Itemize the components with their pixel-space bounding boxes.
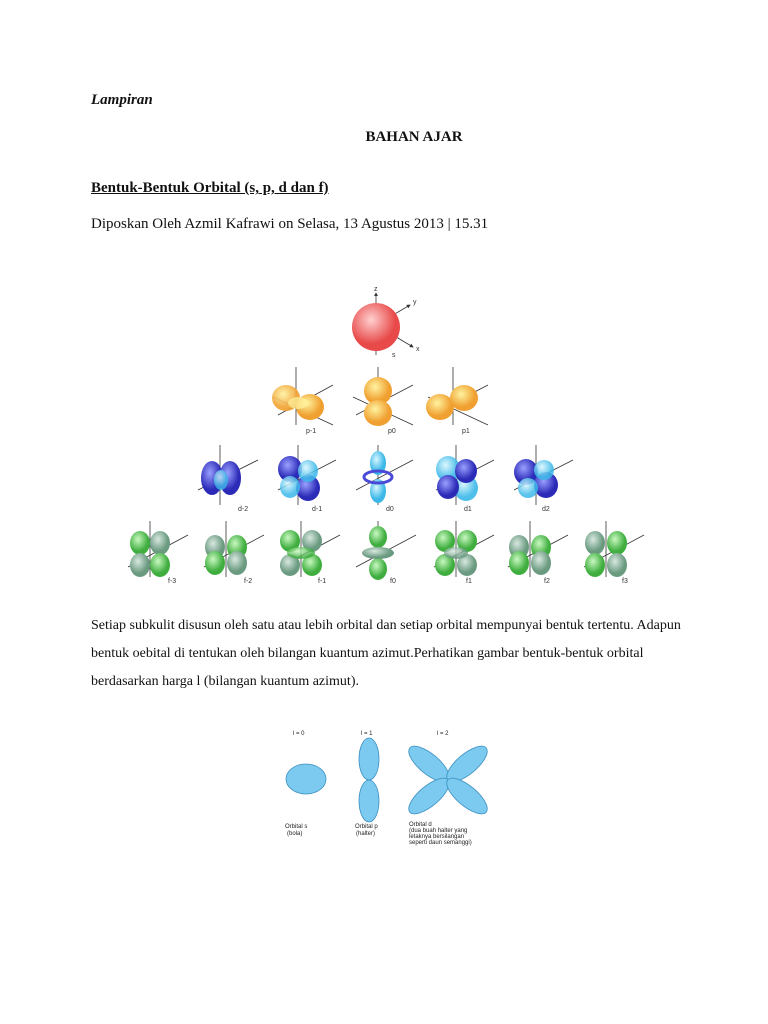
- post-meta: Diposkan Oleh Azmil Kafrawi on Selasa, 13 Agustus 2013 | 15.31: [91, 216, 489, 232]
- orbital-f0: [356, 521, 416, 585]
- orbital-label: d1: [464, 506, 472, 513]
- orbital-label: p0: [388, 428, 396, 435]
- orbital-label: f-1: [318, 578, 327, 585]
- caption-s-sub: (bola): [287, 831, 303, 837]
- orbital-label: p-1: [306, 428, 317, 435]
- l1-label: l = 1: [361, 731, 373, 737]
- caption-d: Orbital d: [409, 822, 432, 828]
- orbital-f3: [584, 521, 644, 585]
- orbital-pyramid-figure: [118, 285, 658, 595]
- orbital-d1: [436, 445, 494, 513]
- orbital-f-minus2: [204, 521, 264, 585]
- axis-x-label: x: [416, 346, 420, 353]
- orbital-label: f0: [390, 578, 396, 585]
- caption-d-line: (dua buah halter yang: [409, 828, 468, 834]
- orbital-label: f-2: [244, 578, 253, 585]
- orbital-label: d0: [386, 506, 394, 513]
- document-title: BAHAN AJAR: [365, 129, 463, 145]
- orbital-label: d-1: [312, 506, 323, 513]
- orbital-label: f1: [466, 578, 472, 585]
- orbital-p-lobe: [359, 738, 379, 780]
- orbital-d-minus1: [278, 445, 336, 513]
- orbital-p-minus1: [272, 367, 333, 435]
- orbital-p0: [353, 367, 413, 435]
- axis-y-label: y: [413, 299, 417, 306]
- orbital-d2: [514, 445, 573, 513]
- orbital-f1: [434, 521, 494, 585]
- orbital-label: d-2: [238, 506, 249, 513]
- orbital-s-shape: [286, 764, 326, 794]
- caption-s: Orbital s: [285, 824, 308, 830]
- lampiran-label: Lampiran: [91, 92, 153, 108]
- l0-label: l = 0: [293, 731, 305, 737]
- orbital-f-minus3: [128, 521, 188, 585]
- orbital-label: s: [392, 352, 396, 359]
- caption-d-line: letaknya bersilangan: [409, 834, 465, 840]
- orbital-d-shape: [403, 740, 492, 819]
- orbital-d-minus2: [198, 445, 258, 513]
- orbital-p-lobe: [359, 780, 379, 822]
- body-paragraph: Setiap subkulit disusun oleh satu atau lebih orbital dan setiap orbital mempunyai bentuk tertentu. Adapun bentuk oebital di tentukan oleh bilangan kuantum azimut.Perhatikan gambar bentuk-bentuk orbital berdasarkan harga l (bilangan kuantum azimut).: [91, 618, 681, 689]
- caption-p: Orbital p: [355, 824, 378, 830]
- orbital-label: p1: [462, 428, 470, 435]
- orbital-d0: [356, 445, 413, 513]
- orbital-s: [352, 286, 420, 359]
- orbital-label: f-3: [168, 578, 177, 585]
- l2-label: l = 2: [437, 731, 449, 737]
- caption-p-sub: (halter): [356, 831, 376, 837]
- orbital-label: d2: [542, 506, 550, 513]
- orbital-label: f2: [544, 578, 550, 585]
- caption-d-line: seperti daun semanggi): [409, 840, 472, 846]
- axis-z-label: z: [374, 286, 378, 293]
- orbital-p1: [426, 367, 488, 435]
- orbital-shapes-figure: [275, 726, 505, 856]
- orbital-label: f3: [622, 578, 628, 585]
- orbital-f2: [508, 521, 568, 585]
- orbital-f-minus1: [280, 521, 340, 585]
- section-heading: Bentuk-Bentuk Orbital (s, p, d dan f): [91, 180, 329, 196]
